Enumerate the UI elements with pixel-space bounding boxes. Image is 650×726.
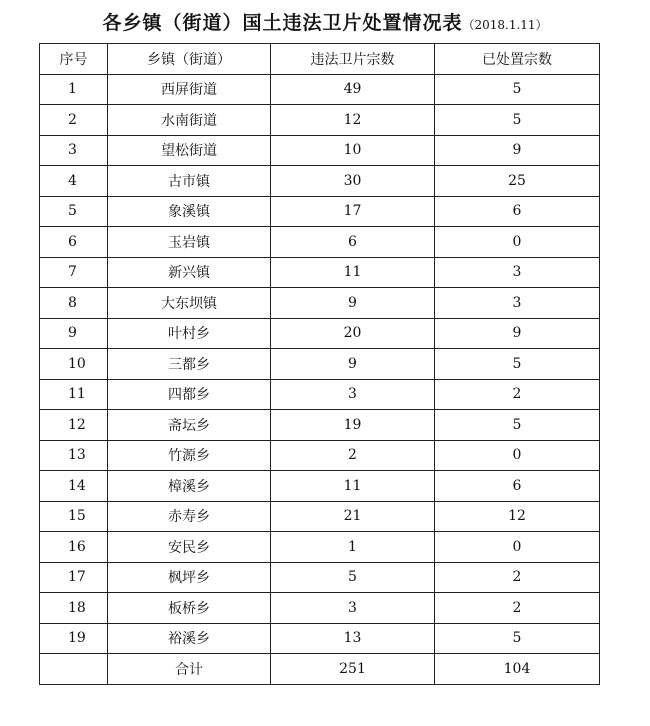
cell-township: 玉岩镇 — [108, 227, 271, 258]
cell-township: 古市镇 — [108, 166, 271, 197]
cell-handled-count: 9 — [435, 318, 600, 349]
cell-handled-count: 5 — [435, 74, 600, 105]
table-row — [40, 501, 600, 532]
table-row — [40, 318, 600, 349]
cell-seq: 8 — [40, 288, 108, 319]
header-violation-count: 违法卫片宗数 — [271, 44, 435, 75]
cell-handled-count: 12 — [435, 501, 600, 532]
cell-seq: 11 — [40, 379, 108, 410]
cell-handled-count: 5 — [435, 410, 600, 441]
cell-seq: 4 — [40, 166, 108, 197]
cell-violation-count: 13 — [271, 623, 435, 654]
page-title — [0, 8, 650, 35]
table-row — [40, 74, 600, 105]
cell-violation-count: 10 — [271, 135, 435, 166]
cell-township: 樟溪乡 — [108, 471, 271, 502]
cell-seq: 19 — [40, 623, 108, 654]
cell-seq: 3 — [40, 135, 108, 166]
total-cell-seq — [40, 654, 108, 685]
table-row — [40, 105, 600, 136]
header-seq: 序号 — [40, 44, 108, 75]
cell-township: 西屏街道 — [108, 74, 271, 105]
cell-township: 新兴镇 — [108, 257, 271, 288]
title-main: 各乡镇（街道）国土违法卫片处置情况表 — [102, 12, 463, 34]
cell-violation-count: 11 — [271, 257, 435, 288]
header-row — [40, 44, 600, 75]
cell-township: 安民乡 — [108, 532, 271, 563]
cell-violation-count: 2 — [271, 440, 435, 471]
cell-seq: 12 — [40, 410, 108, 441]
cell-handled-count: 3 — [435, 288, 600, 319]
cell-handled-count: 9 — [435, 135, 600, 166]
cell-violation-count: 9 — [271, 288, 435, 319]
cell-township: 象溪镇 — [108, 196, 271, 227]
cell-seq: 6 — [40, 227, 108, 258]
cell-township: 枫坪乡 — [108, 562, 271, 593]
cell-handled-count: 25 — [435, 166, 600, 197]
cell-seq: 16 — [40, 532, 108, 563]
table-row — [40, 532, 600, 563]
table-row — [40, 379, 600, 410]
cell-seq: 9 — [40, 318, 108, 349]
table-body — [40, 74, 600, 684]
cell-township: 裕溪乡 — [108, 623, 271, 654]
header-township: 乡镇（街道） — [108, 44, 271, 75]
cell-handled-count: 0 — [435, 532, 600, 563]
cell-township: 叶村乡 — [108, 318, 271, 349]
cell-handled-count: 2 — [435, 379, 600, 410]
cell-violation-count: 19 — [271, 410, 435, 441]
table-row — [40, 593, 600, 624]
cell-township: 三都乡 — [108, 349, 271, 380]
cell-seq: 13 — [40, 440, 108, 471]
cell-seq: 18 — [40, 593, 108, 624]
header-handled-count: 已处置宗数 — [435, 44, 600, 75]
table-row — [40, 440, 600, 471]
cell-violation-count: 30 — [271, 166, 435, 197]
table-row — [40, 471, 600, 502]
cell-violation-count: 21 — [271, 501, 435, 532]
cell-handled-count: 6 — [435, 471, 600, 502]
cell-seq: 10 — [40, 349, 108, 380]
cell-seq: 1 — [40, 74, 108, 105]
cell-violation-count: 12 — [271, 105, 435, 136]
cell-violation-count: 9 — [271, 349, 435, 380]
cell-seq: 7 — [40, 257, 108, 288]
title-date: （2018.1.11） — [462, 18, 548, 32]
cell-violation-count: 5 — [271, 562, 435, 593]
cell-handled-count: 6 — [435, 196, 600, 227]
cell-violation-count: 3 — [271, 379, 435, 410]
cell-violation-count: 11 — [271, 471, 435, 502]
cell-violation-count: 3 — [271, 593, 435, 624]
total-cell-handled-count: 104 — [435, 654, 600, 685]
cell-seq: 14 — [40, 471, 108, 502]
cell-handled-count: 3 — [435, 257, 600, 288]
table-row — [40, 227, 600, 258]
cell-handled-count: 5 — [435, 105, 600, 136]
cell-township: 斋坛乡 — [108, 410, 271, 441]
disposal-table — [39, 43, 600, 685]
cell-handled-count: 0 — [435, 440, 600, 471]
cell-seq: 2 — [40, 105, 108, 136]
cell-seq: 17 — [40, 562, 108, 593]
table-row — [40, 349, 600, 380]
total-cell-violation-count: 251 — [271, 654, 435, 685]
cell-township: 望松街道 — [108, 135, 271, 166]
table-row — [40, 623, 600, 654]
cell-township: 赤寿乡 — [108, 501, 271, 532]
cell-violation-count: 1 — [271, 532, 435, 563]
cell-handled-count: 0 — [435, 227, 600, 258]
table-row — [40, 166, 600, 197]
cell-violation-count: 20 — [271, 318, 435, 349]
table-row — [40, 257, 600, 288]
table-row — [40, 562, 600, 593]
table-row — [40, 288, 600, 319]
table-row — [40, 135, 600, 166]
cell-handled-count: 5 — [435, 349, 600, 380]
cell-seq: 5 — [40, 196, 108, 227]
cell-seq: 15 — [40, 501, 108, 532]
total-label: 合计 — [108, 654, 271, 685]
table-row — [40, 410, 600, 441]
cell-township: 大东坝镇 — [108, 288, 271, 319]
cell-handled-count: 5 — [435, 623, 600, 654]
table-row — [40, 196, 600, 227]
cell-township: 竹源乡 — [108, 440, 271, 471]
cell-handled-count: 2 — [435, 593, 600, 624]
cell-township: 四都乡 — [108, 379, 271, 410]
total-row — [40, 654, 600, 685]
cell-violation-count: 6 — [271, 227, 435, 258]
cell-handled-count: 2 — [435, 562, 600, 593]
cell-township: 水南街道 — [108, 105, 271, 136]
cell-township: 板桥乡 — [108, 593, 271, 624]
cell-violation-count: 17 — [271, 196, 435, 227]
cell-violation-count: 49 — [271, 74, 435, 105]
